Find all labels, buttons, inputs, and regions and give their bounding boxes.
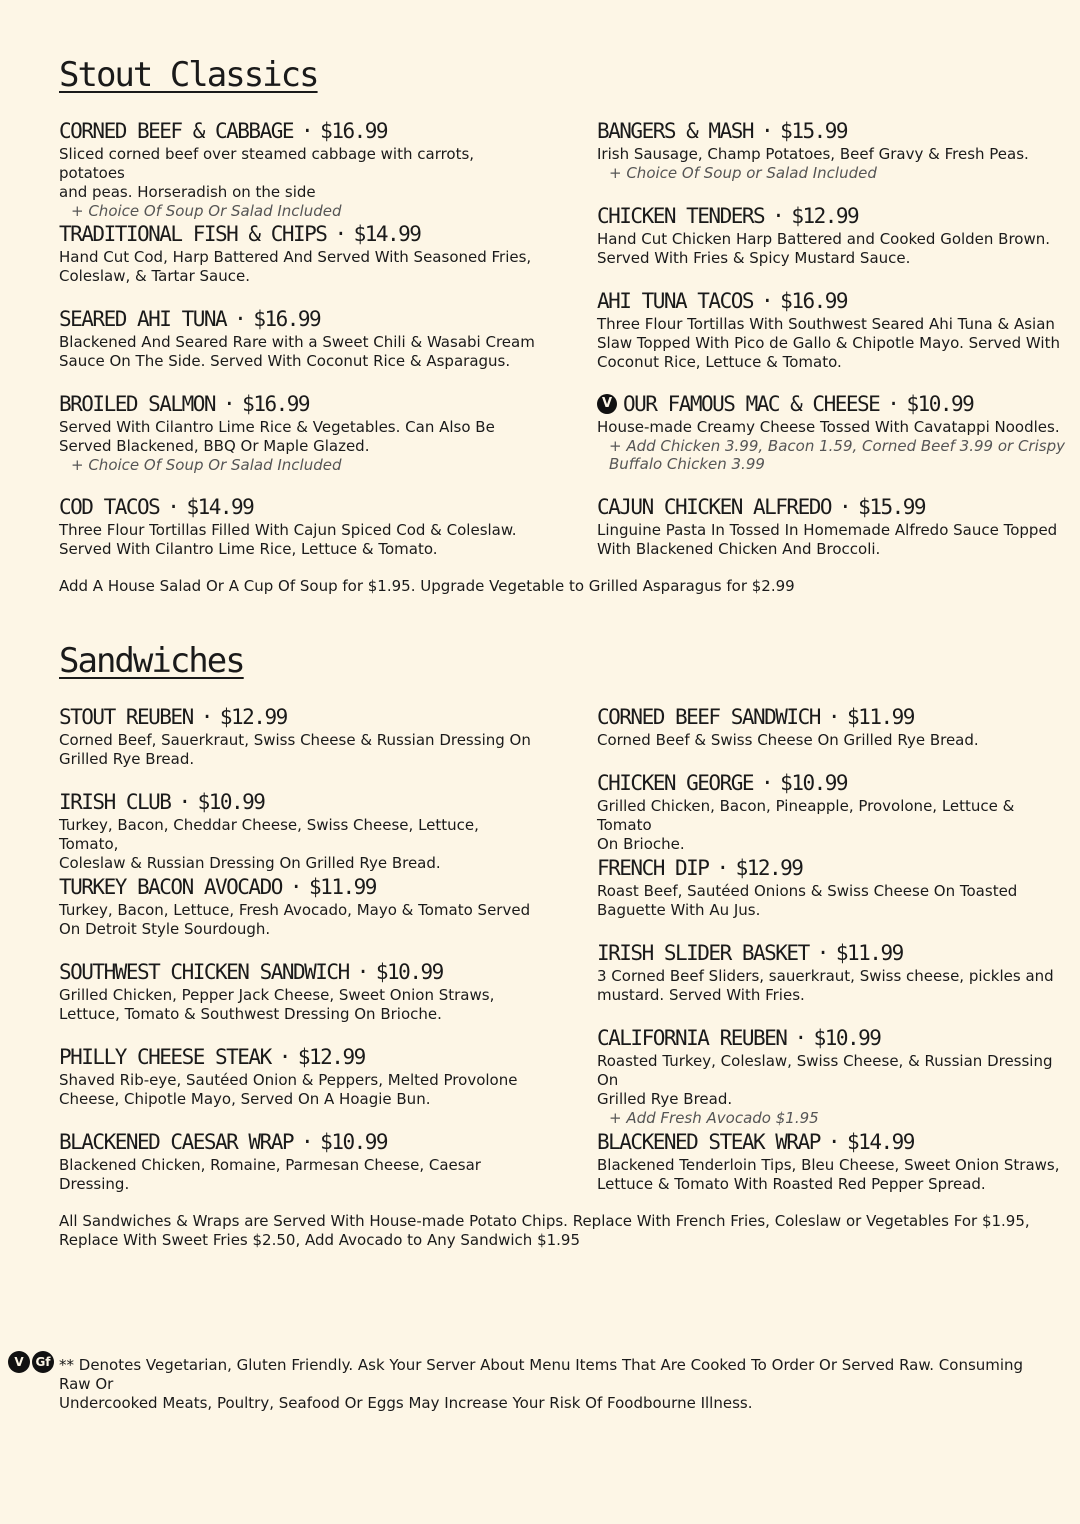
- item-price: $10.99: [906, 392, 974, 416]
- item-description: Blackened And Seared Rare with a Sweet Chili & Wasabi Cream Sauce On The Side. Served With Coconut Rice & Asparagus.: [59, 333, 535, 370]
- menu-item: [59, 1129, 539, 1194]
- diet-legend: [8, 1351, 54, 1373]
- menu-item: [597, 704, 1067, 750]
- menu-item-header: BLACKENED STEAK WRAP · $14.99: [597, 1130, 914, 1154]
- item-name: COD TACOS: [59, 495, 160, 519]
- item-name: SOUTHWEST CHICKEN SANDWICH: [59, 960, 349, 984]
- item-description: Corned Beef & Swiss Cheese On Grilled Rye Bread.: [597, 731, 979, 749]
- item-price: $10.99: [375, 960, 443, 984]
- item-description: Corned Beef, Sauerkraut, Swiss Cheese & Russian Dressing On Grilled Rye Bread.: [59, 731, 531, 768]
- item-description: House-made Creamy Cheese Tossed With Cavatappi Noodles.: [597, 418, 1060, 436]
- menu-item-header: FRENCH DIP · $12.99: [597, 856, 803, 880]
- menu-item-header: IRISH SLIDER BASKET · $11.99: [597, 941, 903, 965]
- menu-item-header: STOUT REUBEN · $12.99: [59, 705, 287, 729]
- item-name: TRADITIONAL FISH & CHIPS: [59, 222, 327, 246]
- item-price: $11.99: [835, 941, 903, 965]
- item-price: $14.99: [847, 1130, 914, 1154]
- item-name: BANGERS & MASH: [597, 119, 754, 143]
- item-description: Turkey, Bacon, Cheddar Cheese, Swiss Cheese, Lettuce, Tomato, Coleslaw & Russian Dressing On Grilled Rye Bread.: [59, 816, 479, 872]
- item-price: $12.99: [297, 1045, 365, 1069]
- menu-item-header: CAJUN CHICKEN ALFREDO · $15.99: [597, 495, 926, 519]
- menu-item-header: COD TACOS · $14.99: [59, 495, 254, 519]
- item-name: CORNED BEEF SANDWICH: [597, 705, 820, 729]
- item-description: Roast Beef, Sautéed Onions & Swiss Cheese On Toasted Baguette With Au Jus.: [597, 882, 1018, 919]
- item-price: $12.99: [735, 856, 803, 880]
- item-name: IRISH SLIDER BASKET: [597, 941, 809, 965]
- item-name: CHICKEN GEORGE: [597, 771, 754, 795]
- item-description: Sliced corned beef over steamed cabbage with carrots, potatoes and peas. Horseradish on the side: [59, 145, 475, 201]
- item-name: AHI TUNA TACOS: [597, 289, 754, 313]
- vegetarian-badge-icon: V: [597, 394, 617, 414]
- item-description: Shaved Rib-eye, Sautéed Onion & Peppers, Melted Provolone Cheese, Chipotle Mayo, Served On A Hoagie Bun.: [59, 1071, 518, 1108]
- menu-item: [59, 874, 539, 939]
- menu-item-header: CHICKEN TENDERS · $12.99: [597, 204, 859, 228]
- disclaimer-text: ** Denotes Vegetarian, Gluten Friendly. Ask Your Server About Menu Items That Are Cooked To Order Or Served Raw. Consuming Raw Or Undercooked Meats, Poultry, Seafood Or Eggs May Increase Your Risk Of Foodbourne Illness.: [59, 1356, 1024, 1412]
- sandwiches-left-column: [59, 704, 539, 1204]
- item-price: $14.99: [186, 495, 254, 519]
- menu-item: [597, 288, 1067, 372]
- item-price: $15.99: [780, 119, 848, 143]
- menu-item: [597, 391, 1067, 473]
- classics-left-column: [59, 118, 539, 568]
- menu-item-header: BANGERS & MASH · $15.99: [597, 119, 848, 143]
- item-price: $14.99: [353, 222, 421, 246]
- menu-item-header: SOUTHWEST CHICKEN SANDWICH · $10.99: [59, 960, 443, 984]
- item-description: Irish Sausage, Champ Potatoes, Beef Gravy & Fresh Peas.: [597, 145, 1029, 163]
- item-note: + Add Fresh Avocado $1.95: [609, 1109, 819, 1127]
- item-price: $16.99: [780, 289, 848, 313]
- menu-item-header: CORNED BEEF SANDWICH · $11.99: [597, 705, 914, 729]
- menu-item: [597, 494, 1067, 559]
- menu-item: [597, 1025, 1067, 1127]
- sandwiches-footnote: All Sandwiches & Wraps are Served With House-made Potato Chips. Replace With French Fries, Coleslaw or Vegetables For $1.95, Replace With Sweet Fries $2.50, Add Avocado to Any Sandwich $1.95: [59, 1212, 1030, 1249]
- item-name: OUR FAMOUS MAC & CHEESE: [623, 392, 880, 416]
- item-name: BLACKENED CAESAR WRAP: [59, 1130, 294, 1154]
- item-name: CHICKEN TENDERS: [597, 204, 765, 228]
- item-description: Roasted Turkey, Coleslaw, Swiss Cheese, & Russian Dressing On Grilled Rye Bread.: [597, 1052, 1053, 1108]
- item-name: CORNED BEEF & CABBAGE: [59, 119, 294, 143]
- menu-item: [59, 704, 539, 769]
- item-price: $10.99: [320, 1130, 388, 1154]
- menu-item: [59, 789, 539, 873]
- item-name: BROILED SALMON: [59, 392, 216, 416]
- item-description: Linguine Pasta In Tossed In Homemade Alfredo Sauce Topped With Blackened Chicken And Broccoli.: [597, 521, 1058, 558]
- menu-item: [597, 203, 1067, 268]
- gluten-free-icon: Gf: [32, 1351, 54, 1373]
- item-price: $16.99: [320, 119, 388, 143]
- menu-item: [597, 770, 1067, 854]
- item-price: $12.99: [791, 204, 859, 228]
- menu-item-header: IRISH CLUB · $10.99: [59, 790, 265, 814]
- item-description: Blackened Chicken, Romaine, Parmesan Cheese, Caesar Dressing.: [59, 1156, 481, 1193]
- menu-item-header: TURKEY BACON AVOCADO · $11.99: [59, 875, 376, 899]
- menu-item-header: SEARED AHI TUNA · $16.99: [59, 307, 321, 331]
- item-name: TURKEY BACON AVOCADO: [59, 875, 282, 899]
- menu-item: [59, 221, 539, 286]
- item-name: BLACKENED STEAK WRAP: [597, 1130, 820, 1154]
- item-description: Hand Cut Chicken Harp Battered and Cooked Golden Brown. Served With Fries & Spicy Mustard Sauce.: [597, 230, 1051, 267]
- item-description: Hand Cut Cod, Harp Battered And Served With Seasoned Fries, Coleslaw, & Tartar Sauce.: [59, 248, 532, 285]
- menu-item: [59, 306, 539, 371]
- item-description: Blackened Tenderloin Tips, Bleu Cheese, Sweet Onion Straws, Lettuce & Tomato With Roasted Red Pepper Spread.: [597, 1156, 1060, 1193]
- item-name: CAJUN CHICKEN ALFREDO: [597, 495, 832, 519]
- item-description: 3 Corned Beef Sliders, sauerkraut, Swiss cheese, pickles and mustard. Served With Fries.: [597, 967, 1054, 1004]
- item-name: STOUT REUBEN: [59, 705, 193, 729]
- item-price: $11.99: [309, 875, 376, 899]
- classics-footnote: Add A House Salad Or A Cup Of Soup for $1.95. Upgrade Vegetable to Grilled Asparagus for $2.99: [59, 577, 795, 595]
- section-title-sandwiches: Sandwiches: [59, 641, 244, 681]
- item-description: Served With Cilantro Lime Rice & Vegetables. Can Also Be Served Blackened, BBQ Or Maple Glazed.: [59, 418, 495, 455]
- item-note: + Choice Of Soup Or Salad Included: [71, 456, 342, 474]
- menu-item: [59, 1044, 539, 1109]
- menu-item: [597, 1129, 1067, 1194]
- item-note: + Add Chicken 3.99, Bacon 1.59, Corned Beef 3.99 or Crispy Buffalo Chicken 3.99: [609, 437, 1065, 473]
- sandwiches-right-column: [597, 704, 1067, 1204]
- item-name: IRISH CLUB: [59, 790, 171, 814]
- menu-item: [597, 118, 1067, 182]
- menu-item-header: PHILLY CHEESE STEAK · $12.99: [59, 1045, 365, 1069]
- menu-item: [59, 959, 539, 1024]
- menu-item-header: V OUR FAMOUS MAC & CHEESE · $10.99: [597, 391, 1067, 417]
- item-description: Grilled Chicken, Pepper Jack Cheese, Sweet Onion Straws, Lettuce, Tomato & Southwest Dressing On Brioche.: [59, 986, 495, 1023]
- item-price: $15.99: [858, 495, 926, 519]
- menu-item: [59, 118, 539, 220]
- menu-item: [59, 494, 539, 559]
- menu-item: [59, 391, 539, 474]
- item-price: $10.99: [813, 1026, 881, 1050]
- item-name: PHILLY CHEESE STEAK: [59, 1045, 271, 1069]
- item-note: + Choice Of Soup or Salad Included: [609, 164, 877, 182]
- menu-item-header: TRADITIONAL FISH & CHIPS · $14.99: [59, 222, 421, 246]
- item-description: Three Flour Tortillas With Southwest Seared Ahi Tuna & Asian Slaw Topped With Pico de Gallo & Chipotle Mayo. Served With Coconut Rice, Lettuce & Tomato.: [597, 315, 1060, 371]
- vegetarian-icon: V: [8, 1351, 30, 1373]
- menu-item-header: CALIFORNIA REUBEN · $10.99: [597, 1026, 881, 1050]
- item-name: SEARED AHI TUNA: [59, 307, 227, 331]
- item-price: $16.99: [253, 307, 321, 331]
- item-price: $10.99: [780, 771, 848, 795]
- item-name: CALIFORNIA REUBEN: [597, 1026, 787, 1050]
- item-name: FRENCH DIP: [597, 856, 709, 880]
- item-note: + Choice Of Soup Or Salad Included: [71, 202, 342, 220]
- item-price: $10.99: [197, 790, 265, 814]
- menu-item-header: BLACKENED CAESAR WRAP · $10.99: [59, 1130, 388, 1154]
- item-description: Turkey, Bacon, Lettuce, Fresh Avocado, Mayo & Tomato Served On Detroit Style Sourdough.: [59, 901, 531, 938]
- item-description: Grilled Chicken, Bacon, Pineapple, Provolone, Lettuce & Tomato On Brioche.: [597, 797, 1015, 853]
- menu-item-header: CHICKEN GEORGE · $10.99: [597, 771, 848, 795]
- item-price: $12.99: [219, 705, 287, 729]
- section-title-classics: Stout Classics: [59, 55, 318, 95]
- menu-item: [597, 855, 1067, 920]
- menu-item-header: AHI TUNA TACOS · $16.99: [597, 289, 848, 313]
- menu-item-header: BROILED SALMON · $16.99: [59, 392, 310, 416]
- item-description: Three Flour Tortillas Filled With Cajun Spiced Cod & Coleslaw. Served With Cilantro Lime Rice, Lettuce & Tomato.: [59, 521, 517, 558]
- menu-item: [597, 940, 1067, 1005]
- item-price: $11.99: [847, 705, 914, 729]
- item-price: $16.99: [242, 392, 310, 416]
- menu-item-header: CORNED BEEF & CABBAGE · $16.99: [59, 119, 388, 143]
- classics-right-column: [597, 118, 1067, 568]
